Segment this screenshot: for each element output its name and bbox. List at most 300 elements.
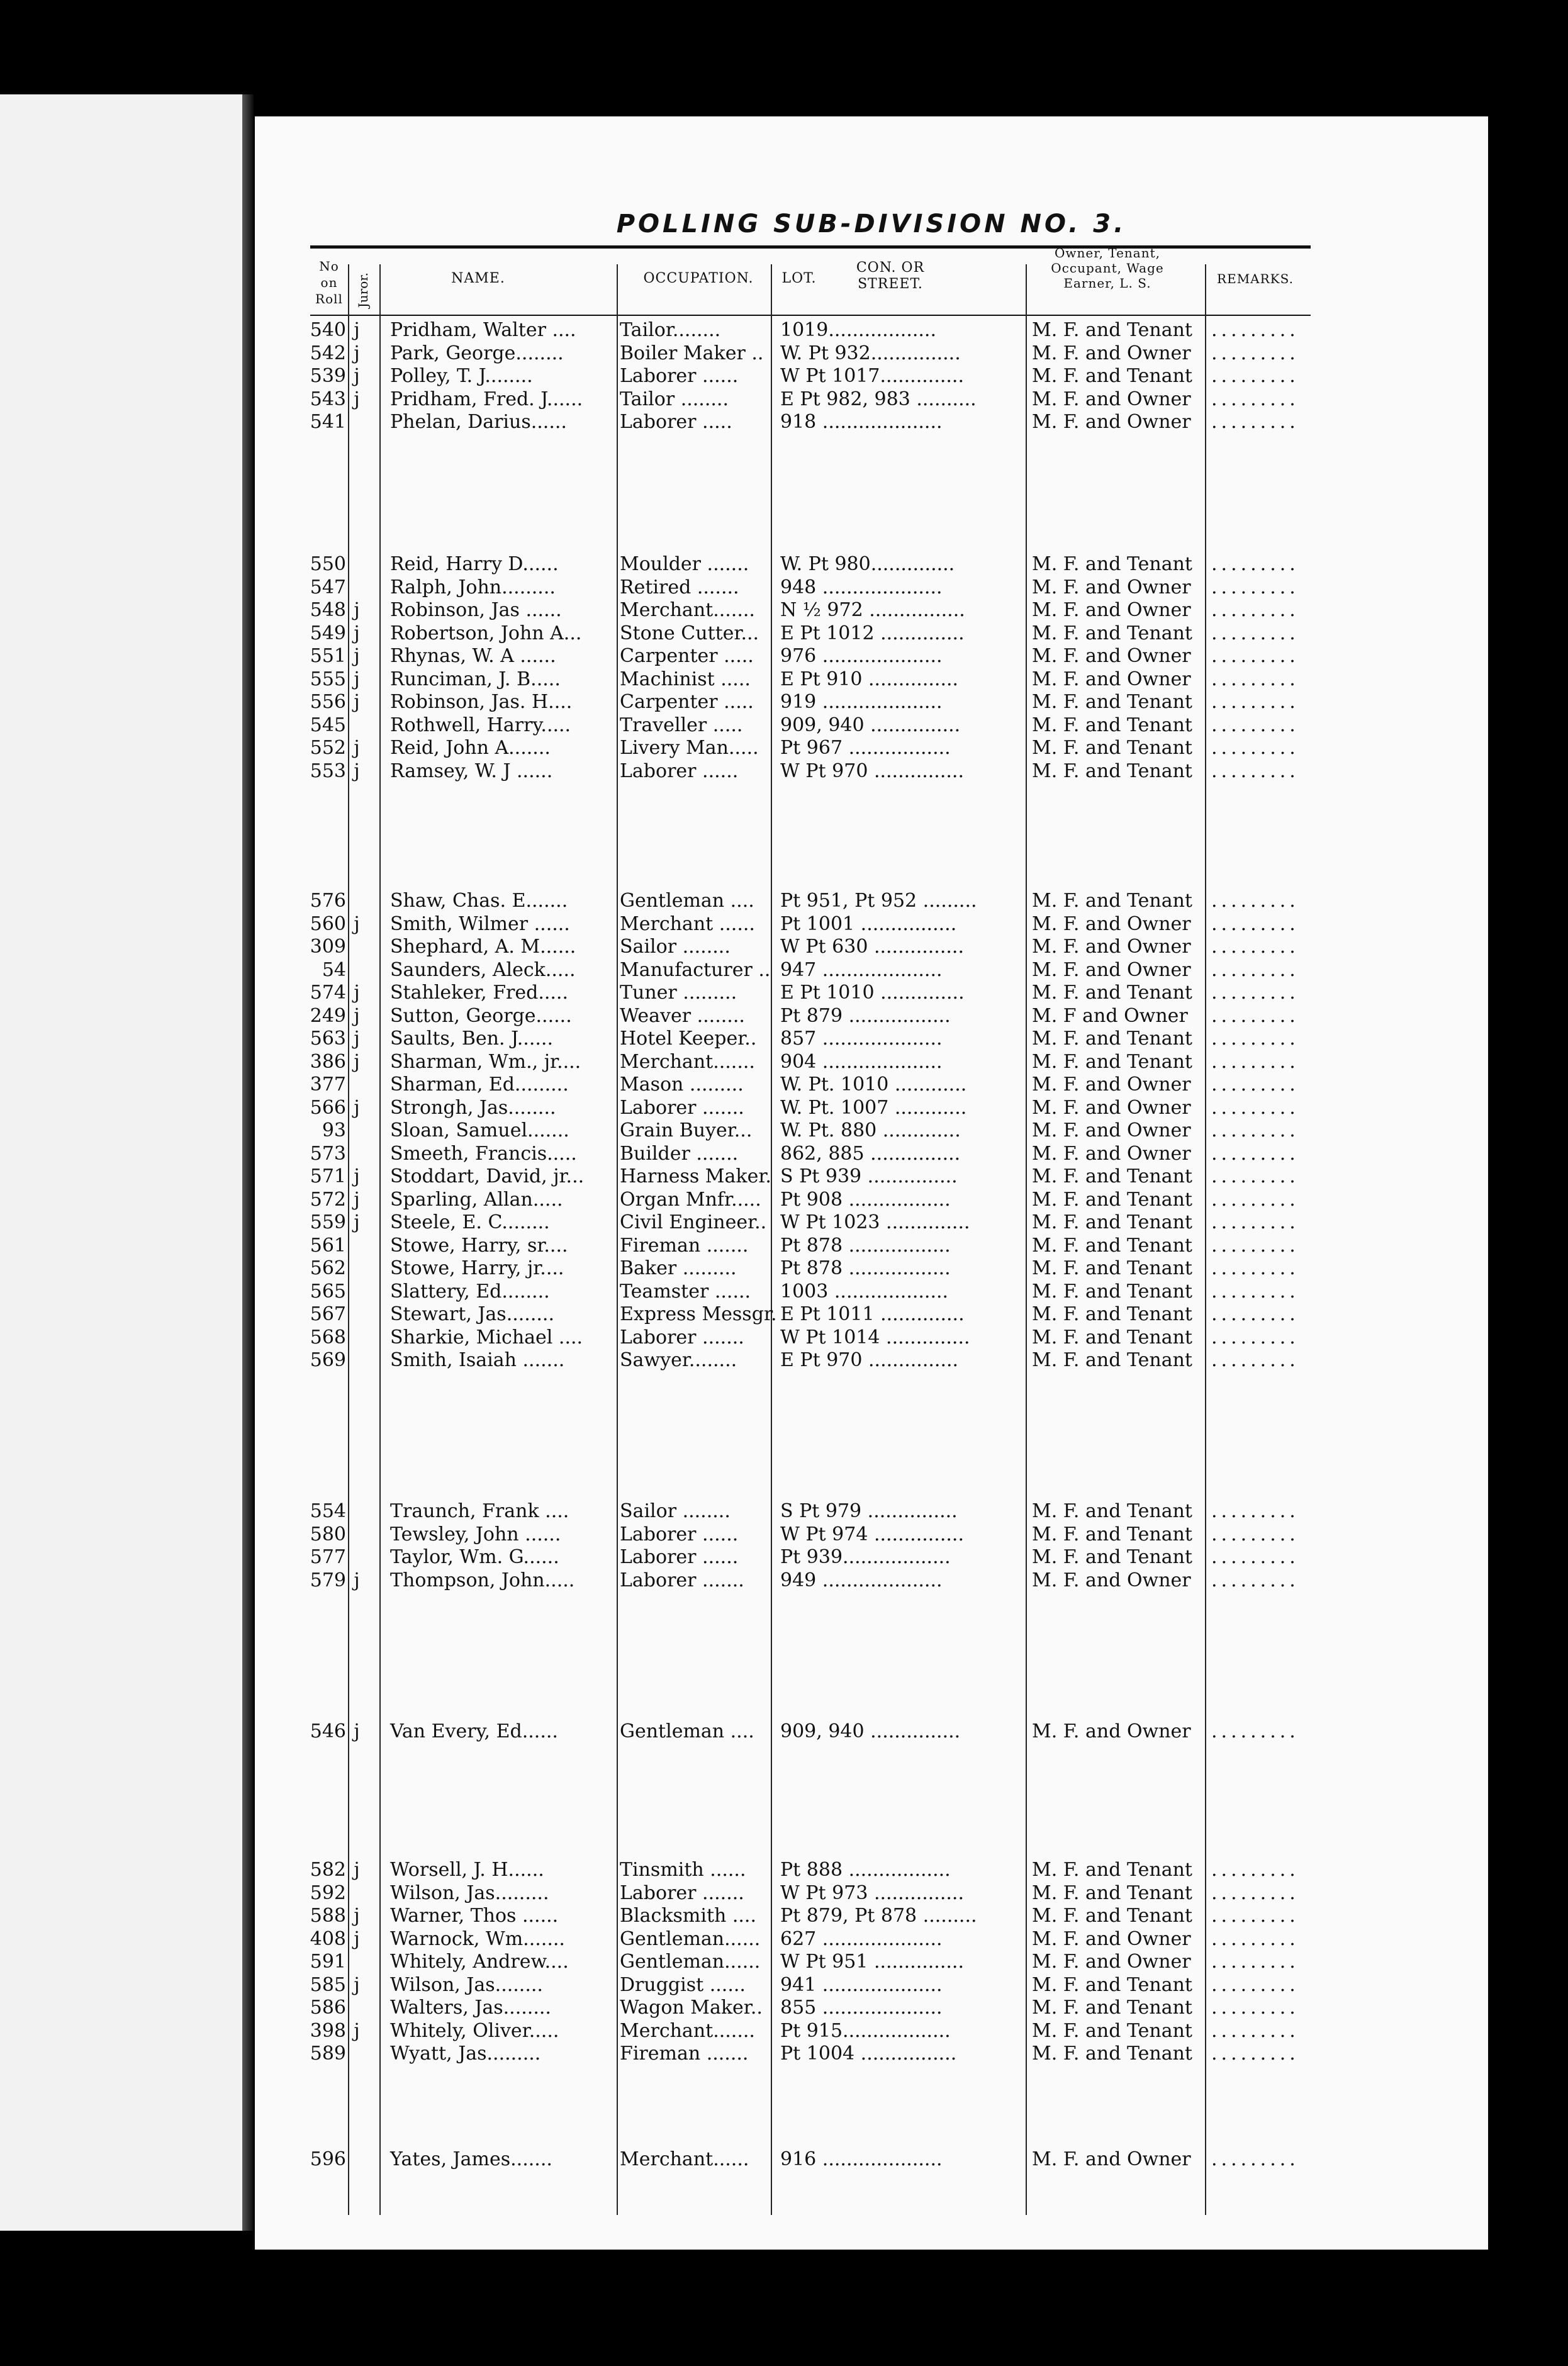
- cell-lot: W. Pt 980..............: [780, 553, 955, 575]
- cell-status: M. F. and Tenant: [1032, 1881, 1192, 1904]
- cell-juror: j: [354, 1028, 360, 1050]
- cell-remarks: .........: [1211, 1004, 1299, 1027]
- cell-remarks: .........: [1211, 668, 1299, 690]
- cell-occupation: Tinsmith ......: [620, 1859, 746, 1881]
- table-row: [255, 1350, 1324, 1371]
- cell-no: 572: [310, 1188, 346, 1211]
- cell-lot: 857 ....................: [780, 1028, 943, 1050]
- table-row: [255, 623, 1324, 644]
- facing-page-edge: [0, 94, 242, 2231]
- cell-remarks: .........: [1211, 1280, 1299, 1303]
- cell-remarks: .........: [1211, 1997, 1299, 2019]
- cell-occupation: Laborer .......: [620, 1096, 744, 1119]
- cell-status: M. F. and Tenant: [1032, 737, 1192, 759]
- cell-name: Stowe, Harry, sr....: [390, 1234, 568, 1257]
- cell-name: Traunch, Frank ....: [390, 1500, 569, 1522]
- table-row: [255, 914, 1324, 935]
- cell-no: 249: [310, 1004, 346, 1027]
- header-juror: Juror.: [356, 272, 371, 308]
- cell-lot: 862, 885 ...............: [780, 1142, 961, 1165]
- cell-status: M. F. and Tenant: [1032, 319, 1192, 341]
- table-row: [255, 343, 1324, 364]
- table-row: [255, 1051, 1324, 1073]
- cell-juror: j: [354, 1720, 360, 1742]
- cell-juror: j: [354, 645, 360, 667]
- cell-juror: j: [354, 737, 360, 759]
- cell-status: M. F. and Tenant: [1032, 365, 1192, 387]
- cell-remarks: .........: [1211, 1859, 1299, 1881]
- cell-lot: 948 ....................: [780, 576, 943, 598]
- cell-occupation: Sailor ........: [620, 936, 731, 958]
- cell-remarks: .........: [1211, 1523, 1299, 1545]
- cell-juror: j: [354, 319, 360, 341]
- cell-status: M. F. and Tenant: [1032, 1523, 1192, 1545]
- cell-juror: j: [354, 691, 360, 713]
- cell-occupation: Druggist ......: [620, 1973, 746, 1996]
- cell-no: 549: [310, 622, 346, 644]
- cell-occupation: Wagon Maker..: [620, 1997, 763, 2019]
- cell-remarks: .........: [1211, 982, 1299, 1004]
- cell-remarks: .........: [1211, 1546, 1299, 1568]
- cell-no: 571: [310, 1165, 346, 1187]
- cell-lot: S Pt 979 ...............: [780, 1500, 958, 1522]
- table-row: [255, 1258, 1324, 1279]
- cell-remarks: .........: [1211, 1500, 1299, 1522]
- table-row: [255, 2021, 1324, 2042]
- cell-name: Phelan, Darius......: [390, 411, 567, 433]
- cell-lot: Pt 908 .................: [780, 1188, 951, 1211]
- cell-status: M. F. and Owner: [1032, 1142, 1191, 1165]
- header-no-on-roll: No on Roll: [315, 259, 343, 306]
- cell-remarks: .........: [1211, 2043, 1299, 2065]
- cell-name: Pridham, Fred. J......: [390, 388, 583, 410]
- cell-juror: j: [354, 2019, 360, 2042]
- cell-name: Warner, Thos ......: [390, 1905, 559, 1927]
- cell-remarks: .........: [1211, 1050, 1299, 1073]
- table-row: [255, 1997, 1324, 2019]
- cell-no: 546: [310, 1720, 346, 1742]
- table-row: [255, 1547, 1324, 1568]
- cell-occupation: Boiler Maker ..: [620, 342, 764, 364]
- cell-name: Reid, John A.......: [390, 737, 551, 759]
- cell-lot: 909, 940 ...............: [780, 714, 961, 736]
- cell-occupation: Builder .......: [620, 1142, 739, 1165]
- cell-status: M. F. and Owner: [1032, 1720, 1191, 1742]
- cell-status: M. F. and Owner: [1032, 645, 1191, 667]
- cell-name: Stowe, Harry, jr....: [390, 1257, 564, 1279]
- cell-lot: 976 ....................: [780, 645, 943, 667]
- cell-remarks: .........: [1211, 1096, 1299, 1119]
- cell-no: 550: [310, 553, 346, 575]
- cell-remarks: .........: [1211, 1973, 1299, 1996]
- table-row: [255, 1859, 1324, 1881]
- cell-remarks: .........: [1211, 890, 1299, 912]
- cell-remarks: .........: [1211, 1211, 1299, 1233]
- cell-name: Thompson, John.....: [390, 1569, 575, 1591]
- cell-status: M. F. and Tenant: [1032, 1211, 1192, 1233]
- cell-status: M. F. and Owner: [1032, 1074, 1191, 1096]
- cell-name: Stahleker, Fred.....: [390, 982, 569, 1004]
- table-row: [255, 936, 1324, 958]
- cell-remarks: .........: [1211, 1569, 1299, 1591]
- cell-no: 408: [310, 1927, 346, 1950]
- cell-status: M. F. and Tenant: [1032, 1050, 1192, 1073]
- cell-remarks: .........: [1211, 1349, 1299, 1371]
- cell-remarks: .........: [1211, 1303, 1299, 1325]
- cell-lot: E Pt 982, 983 ..........: [780, 388, 977, 410]
- cell-remarks: .........: [1211, 411, 1299, 433]
- cell-status: M. F and Owner: [1032, 1004, 1188, 1027]
- cell-name: Sparling, Allan.....: [390, 1188, 563, 1211]
- cell-lot: Pt 1001 ................: [780, 912, 957, 935]
- cell-occupation: Fireman .......: [620, 1234, 749, 1257]
- table-row: [255, 2043, 1324, 2065]
- cell-name: Runciman, J. B.....: [390, 668, 561, 690]
- cell-juror: j: [354, 365, 360, 387]
- cell-name: Sloan, Samuel.......: [390, 1119, 569, 1141]
- cell-occupation: Retired .......: [620, 576, 739, 598]
- cell-name: Smith, Isaiah .......: [390, 1349, 565, 1371]
- cell-lot: 904 ....................: [780, 1050, 943, 1073]
- cell-remarks: .........: [1211, 599, 1299, 621]
- cell-no: 543: [310, 388, 346, 410]
- cell-name: Stoddart, David, jr...: [390, 1165, 585, 1187]
- cell-no: 560: [310, 912, 346, 935]
- cell-name: Wilson, Jas.........: [390, 1881, 549, 1904]
- cell-occupation: Carpenter .....: [620, 691, 754, 713]
- cell-status: M. F. and Tenant: [1032, 1188, 1192, 1211]
- cell-no: 555: [310, 668, 346, 690]
- cell-name: Whitely, Oliver.....: [390, 2019, 559, 2042]
- table-row: [255, 1570, 1324, 1591]
- cell-remarks: .........: [1211, 1142, 1299, 1165]
- cell-status: M. F. and Tenant: [1032, 1500, 1192, 1522]
- cell-no: 569: [310, 1349, 346, 1371]
- cell-no: 574: [310, 982, 346, 1004]
- cell-no: 589: [310, 2043, 346, 2065]
- cell-no: 577: [310, 1546, 346, 1568]
- cell-occupation: Gentleman......: [620, 1951, 761, 1973]
- table-row: [255, 1304, 1324, 1325]
- cell-status: M. F. and Tenant: [1032, 1349, 1192, 1371]
- cell-name: Warnock, Wm.......: [390, 1927, 565, 1950]
- cell-lot: W. Pt 932...............: [780, 342, 961, 364]
- header-status: Owner, Tenant, Occupant, Wage Earner, L. S.: [1051, 245, 1164, 291]
- cell-name: Saunders, Aleck.....: [390, 958, 576, 981]
- cell-juror: j: [354, 982, 360, 1004]
- cell-lot: Pt 951, Pt 952 .........: [780, 890, 977, 912]
- cell-remarks: .........: [1211, 912, 1299, 935]
- cell-remarks: .........: [1211, 2019, 1299, 2042]
- cell-occupation: Machinist .....: [620, 668, 751, 690]
- cell-status: M. F. and Tenant: [1032, 1546, 1192, 1568]
- cell-occupation: Laborer .....: [620, 411, 732, 433]
- cell-name: Steele, E. C........: [390, 1211, 550, 1233]
- cell-no: 548: [310, 599, 346, 621]
- cell-name: Saults, Ben. J......: [390, 1028, 553, 1050]
- cell-status: M. F. and Owner: [1032, 1569, 1191, 1591]
- cell-juror: j: [354, 912, 360, 935]
- cell-status: M. F. and Tenant: [1032, 1859, 1192, 1881]
- cell-name: Walters, Jas........: [390, 1997, 551, 2019]
- cell-occupation: Stone Cutter...: [620, 622, 759, 644]
- cell-lot: N ½ 972 ................: [780, 599, 965, 621]
- cell-juror: j: [354, 1188, 360, 1211]
- cell-occupation: Merchant ......: [620, 912, 755, 935]
- cell-no: 386: [310, 1050, 346, 1073]
- cell-juror: j: [354, 1165, 360, 1187]
- table-row: [255, 1721, 1324, 1742]
- table-row: [255, 646, 1324, 667]
- cell-lot: Pt 878 .................: [780, 1234, 951, 1257]
- cell-remarks: .........: [1211, 714, 1299, 736]
- cell-status: M. F. and Owner: [1032, 1119, 1191, 1141]
- cell-status: M. F. and Owner: [1032, 388, 1191, 410]
- cell-juror: j: [354, 1096, 360, 1119]
- cell-remarks: .........: [1211, 553, 1299, 575]
- cell-occupation: Express Messgr.: [620, 1303, 777, 1325]
- cell-occupation: Baker .........: [620, 1257, 737, 1279]
- cell-occupation: Traveller .....: [620, 714, 743, 736]
- cell-no: 545: [310, 714, 346, 736]
- cell-remarks: .........: [1211, 622, 1299, 644]
- cell-juror: j: [354, 1004, 360, 1027]
- cell-no: 573: [310, 1142, 346, 1165]
- cell-lot: E Pt 1010 ..............: [780, 982, 965, 1004]
- cell-status: M. F. and Tenant: [1032, 622, 1192, 644]
- table-row: [255, 1883, 1324, 1904]
- cell-occupation: Tailor ........: [620, 388, 729, 410]
- cell-remarks: .........: [1211, 1074, 1299, 1096]
- cell-juror: j: [354, 1050, 360, 1073]
- cell-name: Smeeth, Francis.....: [390, 1142, 577, 1165]
- cell-occupation: Civil Engineer..: [620, 1211, 767, 1233]
- cell-no: 539: [310, 365, 346, 387]
- cell-juror: j: [354, 342, 360, 364]
- cell-lot: 909, 940 ...............: [780, 1720, 961, 1742]
- cell-occupation: Livery Man.....: [620, 737, 759, 759]
- table-row: [255, 1951, 1324, 1973]
- table-row: [255, 412, 1324, 433]
- table-row: [255, 1006, 1324, 1027]
- cell-status: M. F. and Tenant: [1032, 553, 1192, 575]
- table-row: [255, 1281, 1324, 1303]
- cell-occupation: Teamster ......: [620, 1280, 751, 1303]
- cell-no: 588: [310, 1905, 346, 1927]
- table-row: [255, 669, 1324, 690]
- cell-no: 541: [310, 411, 346, 433]
- cell-remarks: .........: [1211, 1881, 1299, 1904]
- cell-lot: E Pt 910 ...............: [780, 668, 959, 690]
- cell-lot: 949 ....................: [780, 1569, 943, 1591]
- cell-occupation: Sailor ........: [620, 1500, 731, 1522]
- cell-status: M. F. and Owner: [1032, 936, 1191, 958]
- cell-name: Sharman, Wm., jr....: [390, 1050, 581, 1073]
- cell-name: Robinson, Jas ......: [390, 599, 562, 621]
- cell-lot: Pt 878 .................: [780, 1257, 951, 1279]
- cell-no: 563: [310, 1028, 346, 1050]
- cell-name: Sharman, Ed.........: [390, 1074, 569, 1096]
- cell-remarks: .........: [1211, 1720, 1299, 1742]
- cell-lot: W Pt 951 ...............: [780, 1951, 964, 1973]
- table-row: [255, 1905, 1324, 1927]
- cell-occupation: Gentleman......: [620, 1927, 761, 1950]
- cell-status: M. F. and Owner: [1032, 1096, 1191, 1119]
- cell-name: Whitely, Andrew....: [390, 1951, 569, 1973]
- table-row: [255, 890, 1324, 912]
- cell-remarks: .........: [1211, 1028, 1299, 1050]
- cell-status: M. F. and Tenant: [1032, 982, 1192, 1004]
- cell-status: M. F. and Owner: [1032, 1951, 1191, 1973]
- cell-no: 54: [322, 958, 346, 981]
- cell-remarks: .........: [1211, 576, 1299, 598]
- table-row: [255, 761, 1324, 782]
- cell-lot: W. Pt. 1007 ............: [780, 1096, 967, 1119]
- cell-name: Robertson, John A...: [390, 622, 582, 644]
- cell-lot: 627 ....................: [780, 1927, 943, 1950]
- cell-name: Shaw, Chas. E.......: [390, 890, 568, 912]
- cell-lot: W. Pt. 1010 ............: [780, 1074, 967, 1096]
- cell-remarks: .........: [1211, 319, 1299, 341]
- cell-occupation: Gentleman ....: [620, 890, 754, 912]
- cell-juror: j: [354, 1859, 360, 1881]
- cell-name: Worsell, J. H......: [390, 1859, 544, 1881]
- table-row: [255, 389, 1324, 410]
- cell-lot: W Pt 1017..............: [780, 365, 965, 387]
- cell-occupation: Carpenter .....: [620, 645, 754, 667]
- cell-occupation: Mason .........: [620, 1074, 744, 1096]
- cell-no: 585: [310, 1973, 346, 1996]
- cell-lot: Pt 967 .................: [780, 737, 951, 759]
- cell-status: M. F. and Owner: [1032, 2148, 1191, 2170]
- cell-name: Taylor, Wm. G......: [390, 1546, 559, 1568]
- table-row: [255, 1074, 1324, 1096]
- cell-name: Rhynas, W. A ......: [390, 645, 556, 667]
- cell-name: Pridham, Walter ....: [390, 319, 576, 341]
- cell-lot: 855 ....................: [780, 1997, 943, 2019]
- cell-lot: Pt 915..................: [780, 2019, 951, 2042]
- cell-status: M. F. and Owner: [1032, 1927, 1191, 1950]
- header-remarks: REMARKS.: [1217, 271, 1294, 286]
- cell-lot: Pt 939..................: [780, 1546, 951, 1568]
- table-row: [255, 1097, 1324, 1119]
- cell-occupation: Merchant.......: [620, 2019, 755, 2042]
- cell-lot: E Pt 970 ...............: [780, 1349, 959, 1371]
- cell-remarks: .........: [1211, 388, 1299, 410]
- header-occupation: OCCUPATION.: [643, 271, 754, 286]
- cell-lot: W Pt 1014 ..............: [780, 1326, 970, 1348]
- cell-lot: 918 ....................: [780, 411, 943, 433]
- register-page: [255, 116, 1488, 2250]
- cell-lot: W Pt 973 ...............: [780, 1881, 964, 1904]
- cell-name: Ralph, John.........: [390, 576, 556, 598]
- cell-status: M. F. and Tenant: [1032, 1303, 1192, 1325]
- cell-status: M. F. and Owner: [1032, 599, 1191, 621]
- cell-occupation: Grain Buyer...: [620, 1119, 753, 1141]
- cell-lot: 919 ....................: [780, 691, 943, 713]
- cell-status: M. F. and Tenant: [1032, 714, 1192, 736]
- table-row: [255, 2149, 1324, 2170]
- cell-status: M. F. and Owner: [1032, 668, 1191, 690]
- cell-status: M. F. and Owner: [1032, 958, 1191, 981]
- header-con-or-street: CON. OR STREET.: [856, 260, 925, 292]
- cell-name: Smith, Wilmer ......: [390, 912, 570, 935]
- cell-no: 559: [310, 1211, 346, 1233]
- cell-name: Shephard, A. M......: [390, 936, 576, 958]
- cell-juror: j: [354, 1211, 360, 1233]
- cell-status: M. F. and Tenant: [1032, 691, 1192, 713]
- cell-lot: 1019..................: [780, 319, 936, 341]
- cell-juror: j: [354, 760, 360, 782]
- cell-occupation: Tuner .........: [620, 982, 737, 1004]
- cell-name: Sutton, George......: [390, 1004, 572, 1027]
- cell-no: 377: [310, 1074, 346, 1096]
- cell-remarks: .........: [1211, 342, 1299, 364]
- cell-name: Polley, T. J........: [390, 365, 533, 387]
- cell-juror: j: [354, 1973, 360, 1996]
- table-row: [255, 1166, 1324, 1187]
- cell-no: 579: [310, 1569, 346, 1591]
- header-name: NAME.: [451, 271, 505, 286]
- cell-remarks: .........: [1211, 760, 1299, 782]
- cell-remarks: .........: [1211, 1951, 1299, 1973]
- cell-name: Ramsey, W. J ......: [390, 760, 553, 782]
- cell-no: 398: [310, 2019, 346, 2042]
- cell-lot: 916 ....................: [780, 2148, 943, 2170]
- table-row: [255, 600, 1324, 621]
- cell-no: 554: [310, 1500, 346, 1522]
- cell-remarks: .........: [1211, 1165, 1299, 1187]
- cell-lot: W Pt 1023 ..............: [780, 1211, 970, 1233]
- table-row: [255, 1501, 1324, 1522]
- cell-name: Van Every, Ed......: [390, 1720, 558, 1742]
- cell-no: 580: [310, 1523, 346, 1545]
- cell-lot: Pt 879 .................: [780, 1004, 951, 1027]
- cell-status: M. F. and Tenant: [1032, 2043, 1192, 2065]
- table-row: [255, 692, 1324, 713]
- cell-name: Strongh, Jas........: [390, 1096, 556, 1119]
- cell-occupation: Fireman .......: [620, 2043, 749, 2065]
- cell-no: 596: [310, 2148, 346, 2170]
- cell-remarks: .........: [1211, 365, 1299, 387]
- table-row: [255, 1143, 1324, 1165]
- cell-occupation: Laborer ......: [620, 365, 739, 387]
- cell-occupation: Laborer .......: [620, 1569, 744, 1591]
- cell-occupation: Hotel Keeper..: [620, 1028, 757, 1050]
- cell-no: 551: [310, 645, 346, 667]
- cell-occupation: Sawyer........: [620, 1349, 737, 1371]
- cell-occupation: Tailor........: [620, 319, 721, 341]
- cell-occupation: Laborer .......: [620, 1881, 744, 1904]
- table-row: [255, 1212, 1324, 1233]
- cell-occupation: Laborer ......: [620, 760, 739, 782]
- cell-remarks: .........: [1211, 936, 1299, 958]
- cell-remarks: .........: [1211, 1257, 1299, 1279]
- cell-occupation: Blacksmith ....: [620, 1905, 757, 1927]
- table-row: [255, 554, 1324, 575]
- cell-remarks: .........: [1211, 958, 1299, 981]
- table-row: [255, 1975, 1324, 1996]
- table-row: [255, 1524, 1324, 1545]
- cell-juror: j: [354, 388, 360, 410]
- cell-no: 542: [310, 342, 346, 364]
- cell-no: 556: [310, 691, 346, 713]
- cell-no: 568: [310, 1326, 346, 1348]
- cell-lot: Pt 879, Pt 878 .........: [780, 1905, 977, 1927]
- cell-status: M. F. and Tenant: [1032, 1165, 1192, 1187]
- table-row: [255, 715, 1324, 736]
- table-row: [255, 1327, 1324, 1348]
